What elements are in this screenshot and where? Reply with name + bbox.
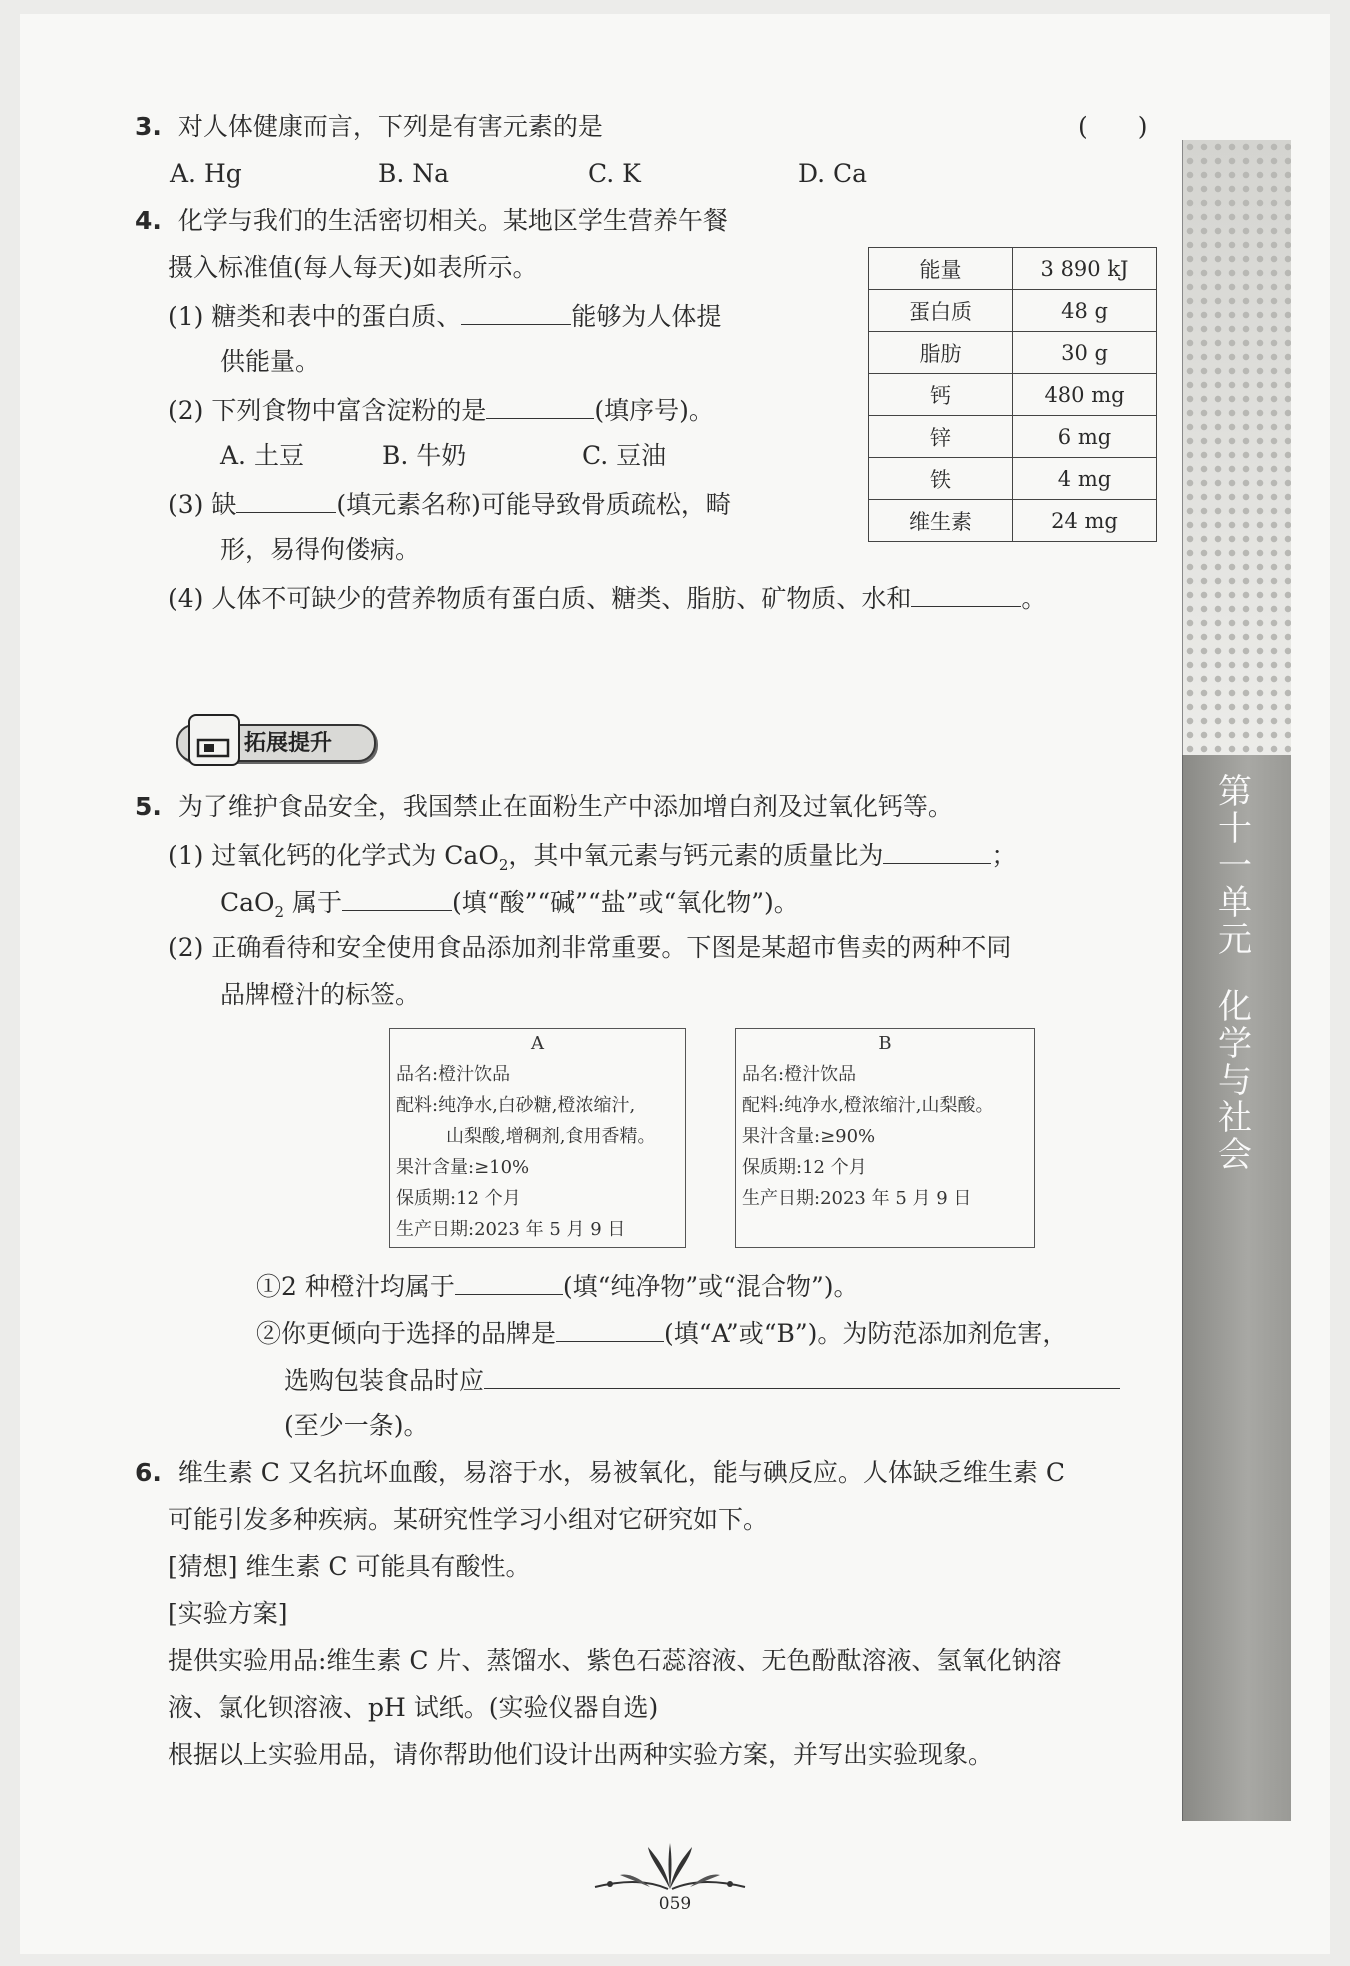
q5-p1-blank2[interactable]: [342, 884, 452, 911]
section-header: [158, 714, 378, 764]
worksheet-page: [20, 14, 1330, 1954]
q5-p2-text: (2) 正确看待和安全使用食品添加剂非常重要。下图是某超市售卖的两种不同: [168, 933, 1012, 962]
q5-sub1: [256, 1268, 859, 1304]
q3-option-b: B. Na: [378, 159, 450, 188]
q4-p4-text: (4) 人体不可缺少的营养物质有蛋白质、糖类、脂肪、矿物质、水和: [168, 584, 912, 613]
q5-s1-text2: (填“纯净物”或“混合物”)。: [562, 1272, 859, 1301]
q4-p2-blank[interactable]: [486, 392, 594, 419]
q4-p2-option-a: A. 土豆: [220, 441, 304, 470]
q5-p1-text: (1) 过氧化钙的化学式为 CaO: [168, 841, 499, 870]
q3-number: 3.: [135, 112, 162, 141]
q3-option-d: D. Ca: [798, 159, 868, 188]
section-title: 拓展提升: [244, 731, 333, 756]
nutrient-value: 24 mg: [1013, 500, 1157, 542]
q5-s2-text: ②你更倾向于选择的品牌是: [256, 1319, 557, 1348]
nutrition-row: [869, 374, 1157, 416]
q4-number: 4.: [135, 206, 162, 235]
nutrition-row: [869, 416, 1157, 458]
nutrient-name: 维生素: [869, 500, 1013, 542]
label-b-head: B: [878, 1033, 892, 1054]
q4-part2: [168, 392, 714, 428]
q5-p1-formula: CaO: [220, 888, 275, 917]
q3-stem: 对人体健康而言，下列是有害元素的是: [177, 112, 603, 141]
q5-number: 5.: [135, 792, 162, 821]
q4-p2-option-b: B. 牛奶: [382, 441, 467, 470]
q4-p1-text3: 供能量。: [220, 347, 321, 376]
label-b-line: 配料:纯净水,橙浓缩汁,山梨酸。: [742, 1095, 994, 1116]
q6-number: 6.: [135, 1458, 162, 1487]
juice-label-b: [735, 1028, 1035, 1248]
q4-p2-text: (2) 下列食物中富含淀粉的是: [168, 396, 487, 425]
q6-hypothesis: [猜想] 维生素 C 可能具有酸性。: [168, 1552, 531, 1581]
q4-part4: [168, 580, 1046, 616]
q3-option-a: A. Hg: [170, 159, 242, 188]
q6-materials1: 提供实验用品:维生素 C 片、蒸馏水、紫色石蕊溶液、无色酚酞溶液、氢氧化钠溶: [168, 1646, 1062, 1675]
q4-stem1: 化学与我们的生活密切相关。某地区学生营养午餐: [177, 206, 728, 235]
nutrition-row: [869, 248, 1157, 290]
nutrition-row: [869, 332, 1157, 374]
q4-stem2: 摄入标准值(每人每天)如表所示。: [168, 253, 538, 282]
q4-p2-option-c: C. 豆油: [582, 441, 667, 470]
q5-p1-text3: ；: [991, 841, 1017, 870]
q6-materials2: 液、氯化钡溶液、pH 试纸。(实验仪器自选): [168, 1693, 659, 1722]
q6-text2: 可能引发多种疾病。某研究性学习小组对它研究如下。: [168, 1505, 769, 1534]
nutrition-table: [868, 247, 1157, 542]
nutrition-row: [869, 290, 1157, 332]
q5-p1-text4: 属于: [284, 888, 343, 917]
label-b-line: 品名:橙汁饮品: [742, 1064, 857, 1085]
disk-icon: [188, 714, 240, 766]
nutrient-value: 6 mg: [1013, 416, 1157, 458]
label-a-line: 生产日期:2023 年 5 月 9 日: [396, 1219, 626, 1240]
q3-stem-line: [135, 110, 603, 144]
nutrient-name: 铁: [869, 458, 1013, 500]
q5-s2-text3: 选购包装食品时应: [284, 1366, 485, 1395]
question-content: [20, 14, 1220, 1954]
label-b-line: 生产日期:2023 年 5 月 9 日: [742, 1188, 972, 1209]
nutrient-name: 脂肪: [869, 332, 1013, 374]
q5-s2-text2: (填“A”或“B”)。为防范添加剂危害，: [664, 1319, 1068, 1348]
label-a-line: 配料:纯净水,白砂糖,橙浓缩汁,: [396, 1095, 636, 1116]
nutrient-value: 30 g: [1013, 332, 1157, 374]
q6-text1: 维生素 C 又名抗坏血酸，易溶于水，易被氧化，能与碘反应。人体缺乏维生素 C: [177, 1458, 1065, 1487]
nutrient-name: 能量: [869, 248, 1013, 290]
nutrient-name: 钙: [869, 374, 1013, 416]
q5-p2-text2: 品牌橙汁的标签。: [220, 980, 421, 1009]
label-b-line: 果汁含量:≥90%: [742, 1126, 876, 1147]
q5-part1-line2: [220, 884, 799, 929]
label-b-line: 保质期:12 个月: [742, 1157, 867, 1178]
q4-p4-blank[interactable]: [911, 580, 1021, 607]
q5-sub2: [256, 1315, 1067, 1351]
q6-instruction: 根据以上实验用品，请你帮助他们设计出两种实验方案，并写出实验现象。: [168, 1740, 994, 1769]
q4-p4-text2: 。: [1021, 584, 1047, 613]
q5-s1-blank[interactable]: [455, 1268, 563, 1295]
label-a-line: 品名:橙汁饮品: [396, 1064, 511, 1085]
q4-p3-text: (3) 缺: [168, 490, 237, 519]
nutrition-row: [869, 500, 1157, 542]
q5-part1: [168, 837, 1016, 882]
q4-part3: [168, 486, 731, 522]
nutrient-name: 锌: [869, 416, 1013, 458]
label-a-head: A: [531, 1033, 544, 1054]
q4-p1-blank[interactable]: [461, 298, 571, 325]
q5-p1-text5: (填“酸”“碱”“盐”或“氧化物”)。: [452, 888, 799, 917]
nutrient-value: 3 890 kJ: [1013, 248, 1157, 290]
q5-sub2-line2: [284, 1362, 1120, 1398]
juice-label-a: [389, 1028, 686, 1248]
q5-p1-blank[interactable]: [883, 837, 991, 864]
q5-s2-blank[interactable]: [556, 1315, 664, 1342]
nutrient-value: 480 mg: [1013, 374, 1157, 416]
q4-p2-text2: (填序号)。: [594, 396, 714, 425]
q6-plan-heading: [实验方案]: [168, 1599, 288, 1628]
q5-p1-sub: 2: [498, 856, 509, 874]
q4-p3-text2: (填元素名称)可能导致骨质疏松，畸: [336, 490, 731, 519]
unit-topic: 化 学 与 社 会: [1218, 987, 1252, 1175]
q4-part1: [168, 298, 721, 334]
nutrient-value: 48 g: [1013, 290, 1157, 332]
q5-s2-blank2[interactable]: [484, 1362, 1120, 1389]
q3-answer-paren[interactable]: ( ): [1078, 112, 1148, 141]
unit-title: [1215, 774, 1255, 1174]
q4-p3-blank[interactable]: [236, 486, 336, 513]
q4-stem-line1: [135, 204, 728, 238]
q5-stem: 为了维护食品安全，我国禁止在面粉生产中添加增白剂及过氧化钙等。: [177, 792, 953, 821]
unit-name: 第 十 一 单 元: [1218, 772, 1252, 960]
q5-stem-line: [135, 790, 953, 824]
label-a-line: 果汁含量:≥10%: [396, 1157, 530, 1178]
q6-line1: [135, 1456, 1065, 1490]
nutrient-name: 蛋白质: [869, 290, 1013, 332]
label-a-line: 保质期:12 个月: [396, 1188, 521, 1209]
q4-p1-text2: 能够为人体提: [571, 302, 722, 331]
q4-p1-text: (1) 糖类和表中的蛋白质、: [168, 302, 462, 331]
flourish-ornament-icon: [590, 1839, 750, 1894]
page-number: 059: [658, 1894, 692, 1914]
q5-p1-formula-sub: 2: [274, 903, 285, 921]
nutrition-row: [869, 458, 1157, 500]
q5-s2-text4: (至少一条)。: [284, 1411, 429, 1440]
q5-p1-text2: ，其中氧元素与钙元素的质量比为: [508, 841, 884, 870]
q5-s1-text: ①2 种橙汁均属于: [256, 1272, 455, 1301]
q3-option-c: C. K: [588, 159, 641, 188]
nutrient-value: 4 mg: [1013, 458, 1157, 500]
label-a-line: 山梨酸,增稠剂,食用香精。: [446, 1126, 656, 1147]
q4-p3-text3: 形，易得佝偻病。: [220, 535, 421, 564]
